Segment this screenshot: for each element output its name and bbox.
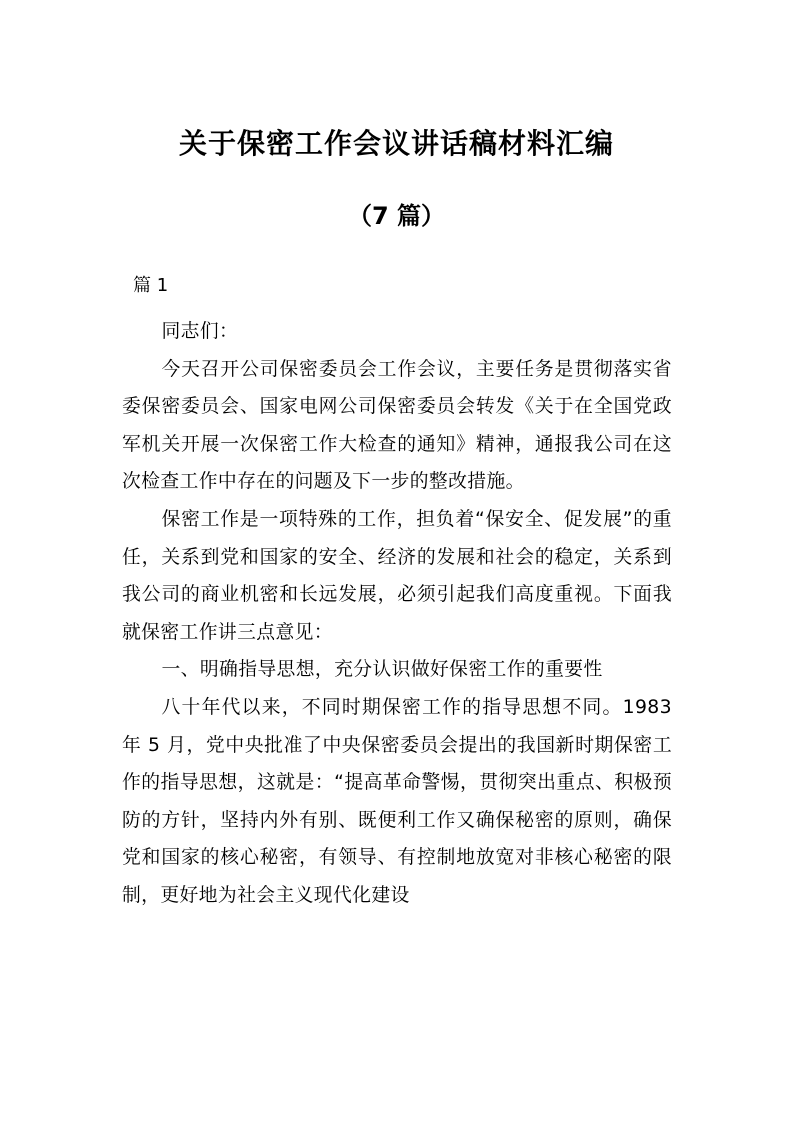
document-body (122, 313, 672, 915)
body-paragraph: 保密工作是一项特殊的工作，担负着“保安全、促发展”的重任，关系到党和国家的安全、经济的发展和社会的稳定，关系到我公司的商业机密和长远发展，必须引起我们高度重视。下面我就保密工作讲三点意见： (122, 508, 672, 643)
body-paragraph: 八十年代以来，不同时期保密工作的指导思想不同。1983 年 5 月，党中央批准了中央保密委员会提出的我国新时期保密工作的指导思想，这就是：“提高革命警惕，贯彻突出重点、积极预防的方针，坚持内外有别、既便利工作又确保秘密的原则，确保党和国家的核心秘密，有领导、有控制地放宽对非核心秘密的限制，更好地为社会主义现代化建设 (122, 696, 672, 906)
body-paragraph: 今天召开公司保密委员会工作会议，主要任务是贯彻落实省委保密委员会、国家电网公司保密委员会转发《关于在全国党政军机关开展一次保密工作大检查的通知》精神，通报我公司在这次检查工作中存在的问题及下一步的整改措施。 (122, 358, 672, 493)
salutation-paragraph: 同志们： (161, 321, 239, 342)
section-label: 篇 1 (133, 275, 169, 296)
document-title: 关于保密工作会议讲话稿材料汇编 (178, 127, 614, 160)
document-subtitle: （7 篇） (347, 202, 446, 230)
section-heading: 一、明确指导思想，充分认识做好保密工作的重要性 (161, 659, 603, 681)
